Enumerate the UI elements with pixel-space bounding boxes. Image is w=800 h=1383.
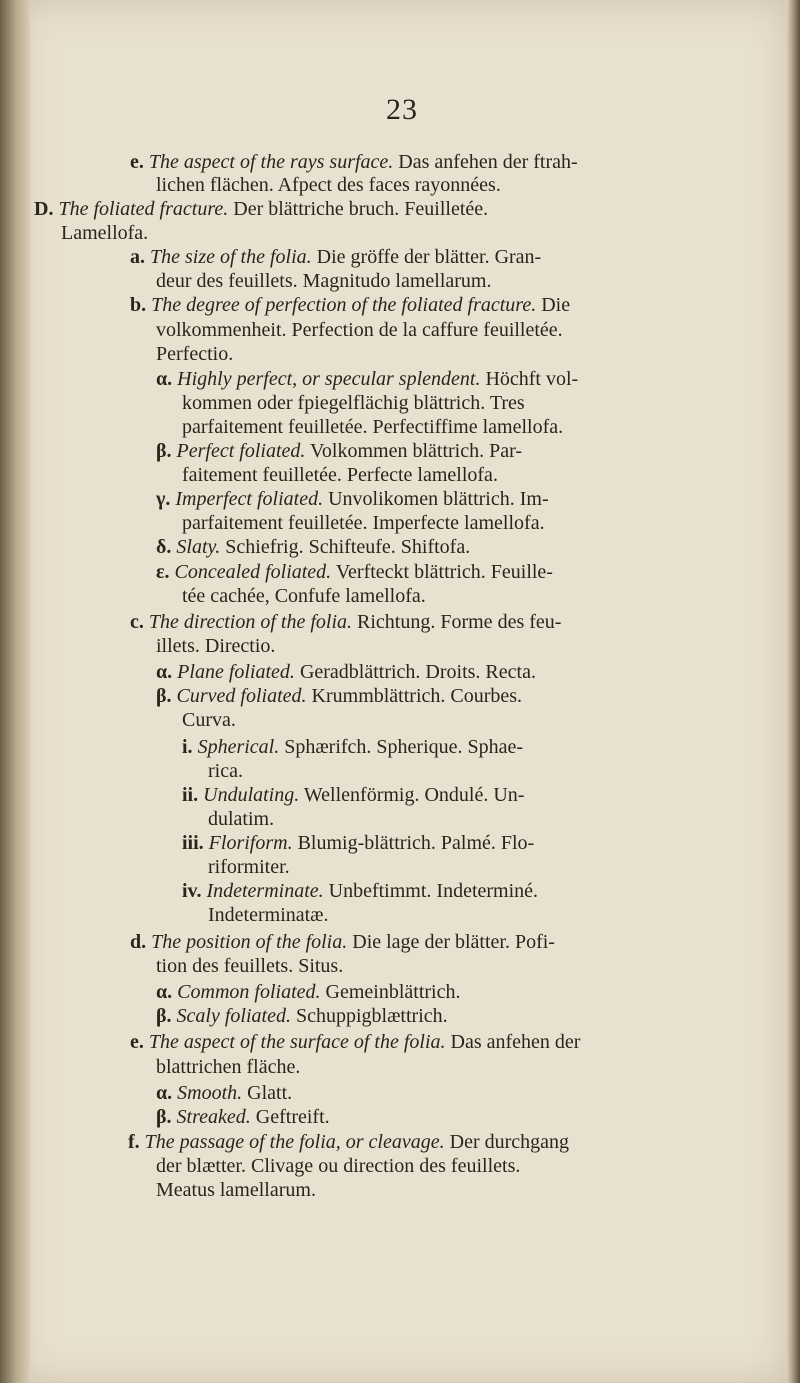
line-text: kommen oder fpiegelflächig blättrich. Tres	[182, 392, 525, 414]
text-line	[156, 634, 275, 658]
text-line	[182, 584, 426, 608]
line-marker: D.	[34, 198, 59, 220]
line-text: Wellenförmig. Ondulé. Un-	[299, 784, 525, 806]
line-text: Blumig-blättrich. Palmé. Flo-	[292, 832, 535, 854]
text-line	[130, 610, 561, 634]
line-text: Die gröffe der blätter. Gran-	[311, 246, 542, 268]
text-line	[156, 1154, 520, 1178]
text-line	[130, 150, 578, 174]
line-text: blattrichen fläche.	[156, 1056, 301, 1078]
english-term: The size of the folia.	[150, 246, 312, 268]
line-text: riformiter.	[208, 856, 290, 878]
line-text: Das anfehen der ftrah-	[393, 151, 578, 173]
line-text: tion des feuillets. Situs.	[156, 955, 344, 977]
line-text: Unbeftimmt. Indeterminé.	[323, 880, 539, 902]
text-line	[156, 1178, 316, 1202]
english-term: Smooth.	[177, 1082, 243, 1104]
line-text: Höchft vol-	[480, 368, 579, 390]
english-term: Streaked.	[176, 1106, 251, 1128]
line-text: Richtung. Forme des feu-	[352, 611, 562, 633]
line-marker: ε.	[156, 561, 175, 583]
text-line	[156, 535, 470, 559]
line-text: parfaitement feuilletée. Perfectiffime lamellofa.	[182, 416, 564, 438]
line-marker: d.	[130, 931, 152, 953]
text-line	[34, 197, 488, 221]
english-term: The passage of the folia, or cleavage.	[144, 1131, 445, 1153]
line-marker: δ.	[156, 536, 177, 558]
line-marker: i.	[182, 736, 198, 758]
line-text: Glatt.	[242, 1082, 293, 1104]
text-line	[156, 954, 343, 978]
line-text: Der durchgang	[444, 1131, 570, 1153]
text-line	[182, 463, 498, 487]
text-line	[156, 684, 522, 708]
english-term: The degree of perfection of the foliated fracture.	[151, 294, 537, 316]
line-text: volkommenheit. Perfection de la caffure feuilletée.	[156, 319, 563, 341]
line-marker: α.	[156, 1082, 178, 1104]
line-text: Geftreift.	[250, 1106, 330, 1128]
line-text: Gemeinblättrich.	[320, 981, 461, 1003]
text-line	[156, 560, 553, 584]
text-line	[128, 1130, 569, 1154]
english-term: Highly perfect, or specular splendent.	[177, 368, 481, 390]
text-line	[156, 439, 522, 463]
line-text: Der blättriche bruch. Feuilletée.	[228, 198, 489, 220]
english-term: The aspect of the surface of the folia.	[148, 1031, 446, 1053]
text-line	[61, 221, 148, 245]
text-line	[182, 879, 538, 903]
line-text: Schuppigblættrich.	[290, 1005, 448, 1027]
text-line	[182, 511, 545, 535]
line-text: rica.	[208, 760, 243, 782]
line-marker: β.	[156, 440, 177, 462]
line-text: Das anfehen der	[445, 1031, 581, 1053]
line-text: Schiefrig. Schifteufe. Shiftofa.	[220, 536, 471, 558]
line-marker: iii.	[182, 832, 209, 854]
english-term: Curved foliated.	[176, 685, 307, 707]
line-marker: c.	[130, 611, 149, 633]
text-line	[182, 735, 523, 759]
line-text: faitement feuilletée. Perfecte lamellofa.	[182, 464, 498, 486]
line-text: Volkommen blättrich. Par-	[305, 440, 523, 462]
line-marker: β.	[156, 1106, 177, 1128]
line-marker: α.	[156, 368, 178, 390]
line-marker: e.	[130, 1031, 149, 1053]
text-line	[182, 708, 236, 732]
text-line	[156, 318, 563, 342]
text-line	[208, 855, 290, 879]
line-text: der blætter. Clivage ou direction des feuillets.	[156, 1155, 521, 1177]
english-term: The aspect of the rays surface.	[148, 151, 394, 173]
line-marker: b.	[130, 294, 152, 316]
text-line	[130, 1030, 580, 1054]
text-line	[130, 245, 541, 269]
line-text: Sphærifch. Spherique. Sphae-	[279, 736, 524, 758]
text-line	[156, 367, 578, 391]
text-line	[156, 487, 549, 511]
text-line	[208, 903, 329, 927]
english-term: The direction of the folia.	[148, 611, 353, 633]
line-marker: γ.	[156, 488, 176, 510]
english-term: The foliated fracture.	[58, 198, 229, 220]
line-text: Lamellofa.	[61, 222, 149, 244]
line-text: dulatim.	[208, 808, 275, 830]
english-term: Floriform.	[208, 832, 293, 854]
text-line	[208, 759, 243, 783]
english-term: Indeterminate.	[206, 880, 324, 902]
english-term: Plane foliated.	[177, 661, 295, 683]
text-line	[182, 831, 534, 855]
line-text: deur des feuillets. Magnitudo lamellarum.	[156, 270, 492, 292]
line-marker: α.	[156, 661, 178, 683]
text-line	[208, 807, 274, 831]
text-line	[156, 342, 233, 366]
line-text: Verfteckt blättrich. Feuille-	[331, 561, 553, 583]
text-line	[156, 1004, 448, 1028]
text-line	[182, 415, 563, 439]
line-text: Geradblättrich. Droits. Recta.	[294, 661, 536, 683]
line-marker: β.	[156, 685, 177, 707]
line-text: Indeterminatæ.	[208, 904, 329, 926]
text-line	[156, 1081, 292, 1105]
english-term: Spherical.	[197, 736, 280, 758]
line-text: Die	[536, 294, 571, 316]
english-term: Imperfect foliated.	[175, 488, 324, 510]
line-marker: α.	[156, 981, 178, 1003]
text-line	[130, 293, 570, 317]
text-line	[182, 783, 524, 807]
line-marker: f.	[128, 1131, 145, 1153]
line-text: parfaitement feuilletée. Imperfecte lamellofa.	[182, 512, 545, 534]
text-line	[156, 660, 536, 684]
english-term: Scaly foliated.	[176, 1005, 291, 1027]
text-line	[156, 1055, 300, 1079]
english-term: Slaty.	[176, 536, 221, 558]
text-line	[182, 391, 525, 415]
line-text: Curva.	[182, 709, 236, 731]
line-marker: ii.	[182, 784, 204, 806]
line-text: Die lage der blätter. Pofi-	[347, 931, 555, 953]
english-term: Common foliated.	[177, 981, 321, 1003]
line-text: Meatus lamellarum.	[156, 1179, 316, 1201]
line-text: tée cachée, Confufe lamellofa.	[182, 585, 426, 607]
line-text: lichen flächen. Afpect des faces rayonnées.	[156, 174, 501, 196]
page-number: 23	[386, 93, 418, 126]
english-term: Undulating.	[203, 784, 300, 806]
line-marker: e.	[130, 151, 149, 173]
line-marker: a.	[130, 246, 150, 268]
line-marker: iv.	[182, 880, 207, 902]
line-text: Unvolikomen blättrich. Im-	[323, 488, 549, 510]
page-edge-shadow	[786, 0, 800, 1383]
line-text: Perfectio.	[156, 343, 234, 365]
text-line	[156, 1105, 330, 1129]
english-term: Perfect foliated.	[176, 440, 306, 462]
text-line	[156, 980, 460, 1004]
line-text: Krummblättrich. Courbes.	[306, 685, 523, 707]
line-marker: β.	[156, 1005, 177, 1027]
book-spine-shadow	[0, 0, 30, 1383]
english-term: The position of the folia.	[151, 931, 348, 953]
text-line	[156, 173, 501, 197]
text-line	[130, 930, 555, 954]
line-text: illets. Directio.	[156, 635, 276, 657]
text-line	[156, 269, 491, 293]
english-term: Concealed foliated.	[174, 561, 332, 583]
